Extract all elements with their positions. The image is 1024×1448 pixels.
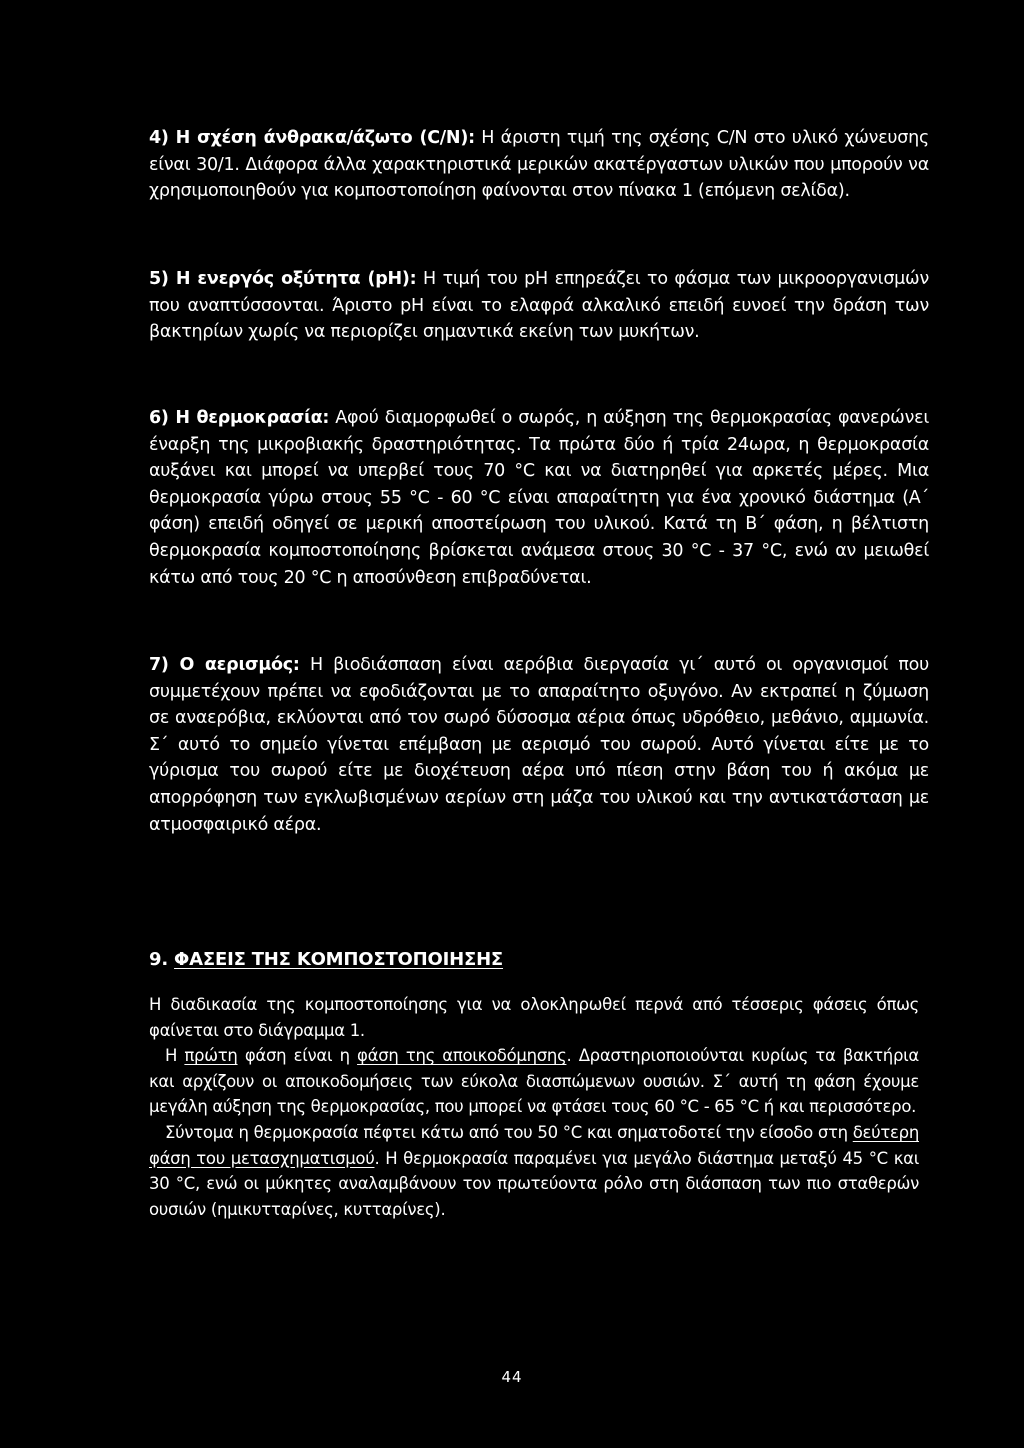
page-number: 44 (501, 1368, 523, 1386)
section-7-aeration (149, 652, 929, 838)
section-9-phases-body (149, 992, 919, 1222)
section-6-temperature (149, 405, 929, 591)
paragraph (149, 652, 929, 838)
text-run: φάση είναι η (237, 1046, 358, 1066)
underlined-term-transformation: δεύτερη φάση του μετασχηματισμού (149, 1122, 919, 1168)
chapter-heading (149, 949, 503, 970)
paragraph-intro: Η διαδικασία της κομποστοποίησης για να ολοκληρωθεί περνά από τέσσερις φάσεις όπως φαίνεται στο διάγραμμα 1. (149, 995, 919, 1040)
paragraph-second-phase (149, 1120, 919, 1222)
section-4-carbon-nitrogen-ratio (149, 125, 929, 205)
paragraph (149, 125, 929, 205)
section-label: 6) Η θερμοκρασία: (149, 408, 330, 428)
section-label: 5) Η ενεργός οξύτητα (pH): (149, 269, 417, 289)
section-5-ph (149, 266, 929, 346)
paragraph (149, 405, 929, 591)
text-run: . Η θερμοκρασία παραμένει για μεγάλο διάστημα μεταξύ 45 °C και 30 °C, ενώ οι μύκητες αναλαμβάνουν τον πρωτεύοντα ρόλο στη διάσπαση των πιο σταθερών ουσιών (ημικυτταρίνες, κυτταρίνες). (149, 1148, 919, 1219)
section-text: Η βιοδιάσπαση είναι αερόβια διεργασία γι΄ αυτό οι οργανισμοί που συμμετέχουν πρέπει να εφοδιάζονται με το απαραίτητο οξυγόνο. Αν εκτραπεί η ζύμωση σε αναερόβια, εκλύονται από τον σωρό δύσοσμα αέρια όπως υδρόθειο, μεθάνιο, αμμωνία. Σ΄ αυτό το σημείο γίνεται επέμβαση με αερισμό του σωρού. Αυτό γίνεται είτε με το γύρισμα του σωρού είτε με διοχέτευση αέρα υπό πίεση στην βάση του ή ακόμα με απορρόφηση των εγκλωβισμένων αερίων στη μάζα του υλικού και την αντικατάσταση με ατμοσφαιρικό αέρα. (149, 655, 929, 835)
paragraph-first-phase (149, 1043, 919, 1120)
text-run: Σύντομα η θερμοκρασία πέφτει κάτω από του 50 °C και σηματοδοτεί την είσοδο στη (165, 1122, 853, 1142)
section-label: 4) Η σχέση άνθρακα/άζωτο (C/N): (149, 128, 475, 148)
paragraph (149, 266, 929, 346)
underlined-term-decomposition: φάση της αποικοδόμησης (357, 1046, 567, 1066)
section-text: Αφού διαμορφωθεί ο σωρός, η αύξηση της θερμοκρασίας φανερώνει έναρξη της μικροβιακής δραστηριότητας. Τα πρώτα δύο ή τρία 24ωρα, η θερμοκρασία αυξάνει και μπορεί να υπερβεί τους 70 °C και να διατηρηθεί για αρκετές μέρες. Μια θερμοκρασία γύρω στους 55 °C - 60 °C είναι απαραίτητη για ένα χρονικό διάστημα (Α΄ φάση) επειδή οδηγεί σε μερική αποστείρωση του υλικού. Κατά τη Β΄ φάση, η βέλτιστη θερμοκρασία κομποστοποίησης βρίσκεται ανάμεσα στους 30 °C - 37 °C, ενώ αν μειωθεί κάτω από τους 20 °C η αποσύνθεση επιβραδύνεται. (149, 408, 929, 588)
chapter-number: 9. (149, 949, 168, 970)
section-text: Η άριστη τιμή της σχέσης C/N στο υλικό χώνευσης είναι 30/1. Διάφορα άλλα χαρακτηριστικά μερικών ακατέργαστων υλικών που μπορούν να χρησιμοποιηθούν για κομποστοποίηση φαίνονται στον πίνακα 1 (επόμενη σελίδα). (149, 128, 929, 202)
text-run: Η (165, 1046, 185, 1066)
text-run: . Δραστηριοποιούνται κυρίως τα βακτήρια και αρχίζουν οι αποικοδομήσεις των εύκολα διασπώμενων ουσιών. Σ΄ αυτή τη φάση έχουμε μεγάλη αύξηση της θερμοκρασίας, που μπορεί να φτάσει τους 60 °C - 65 °C ή και περισσότερο. (149, 1046, 919, 1117)
chapter-title: ΦΑΣΕΙΣ ΤΗΣ ΚΟΜΠΟΣΤΟΠΟΙΗΣΗΣ (174, 949, 504, 970)
section-label: 7) Ο αερισμός: (149, 655, 300, 675)
section-text: Η τιμή του pH επηρεάζει το φάσμα των μικροοργανισμών που αναπτύσσονται. Άριστο pH είναι το ελαφρά αλκαλικό επειδή ευνοεί την δράση των βακτηρίων χωρίς να περιορίζει σημαντικά εκείνη των μυκήτων. (149, 269, 929, 343)
underlined-first: πρώτη (184, 1046, 238, 1066)
